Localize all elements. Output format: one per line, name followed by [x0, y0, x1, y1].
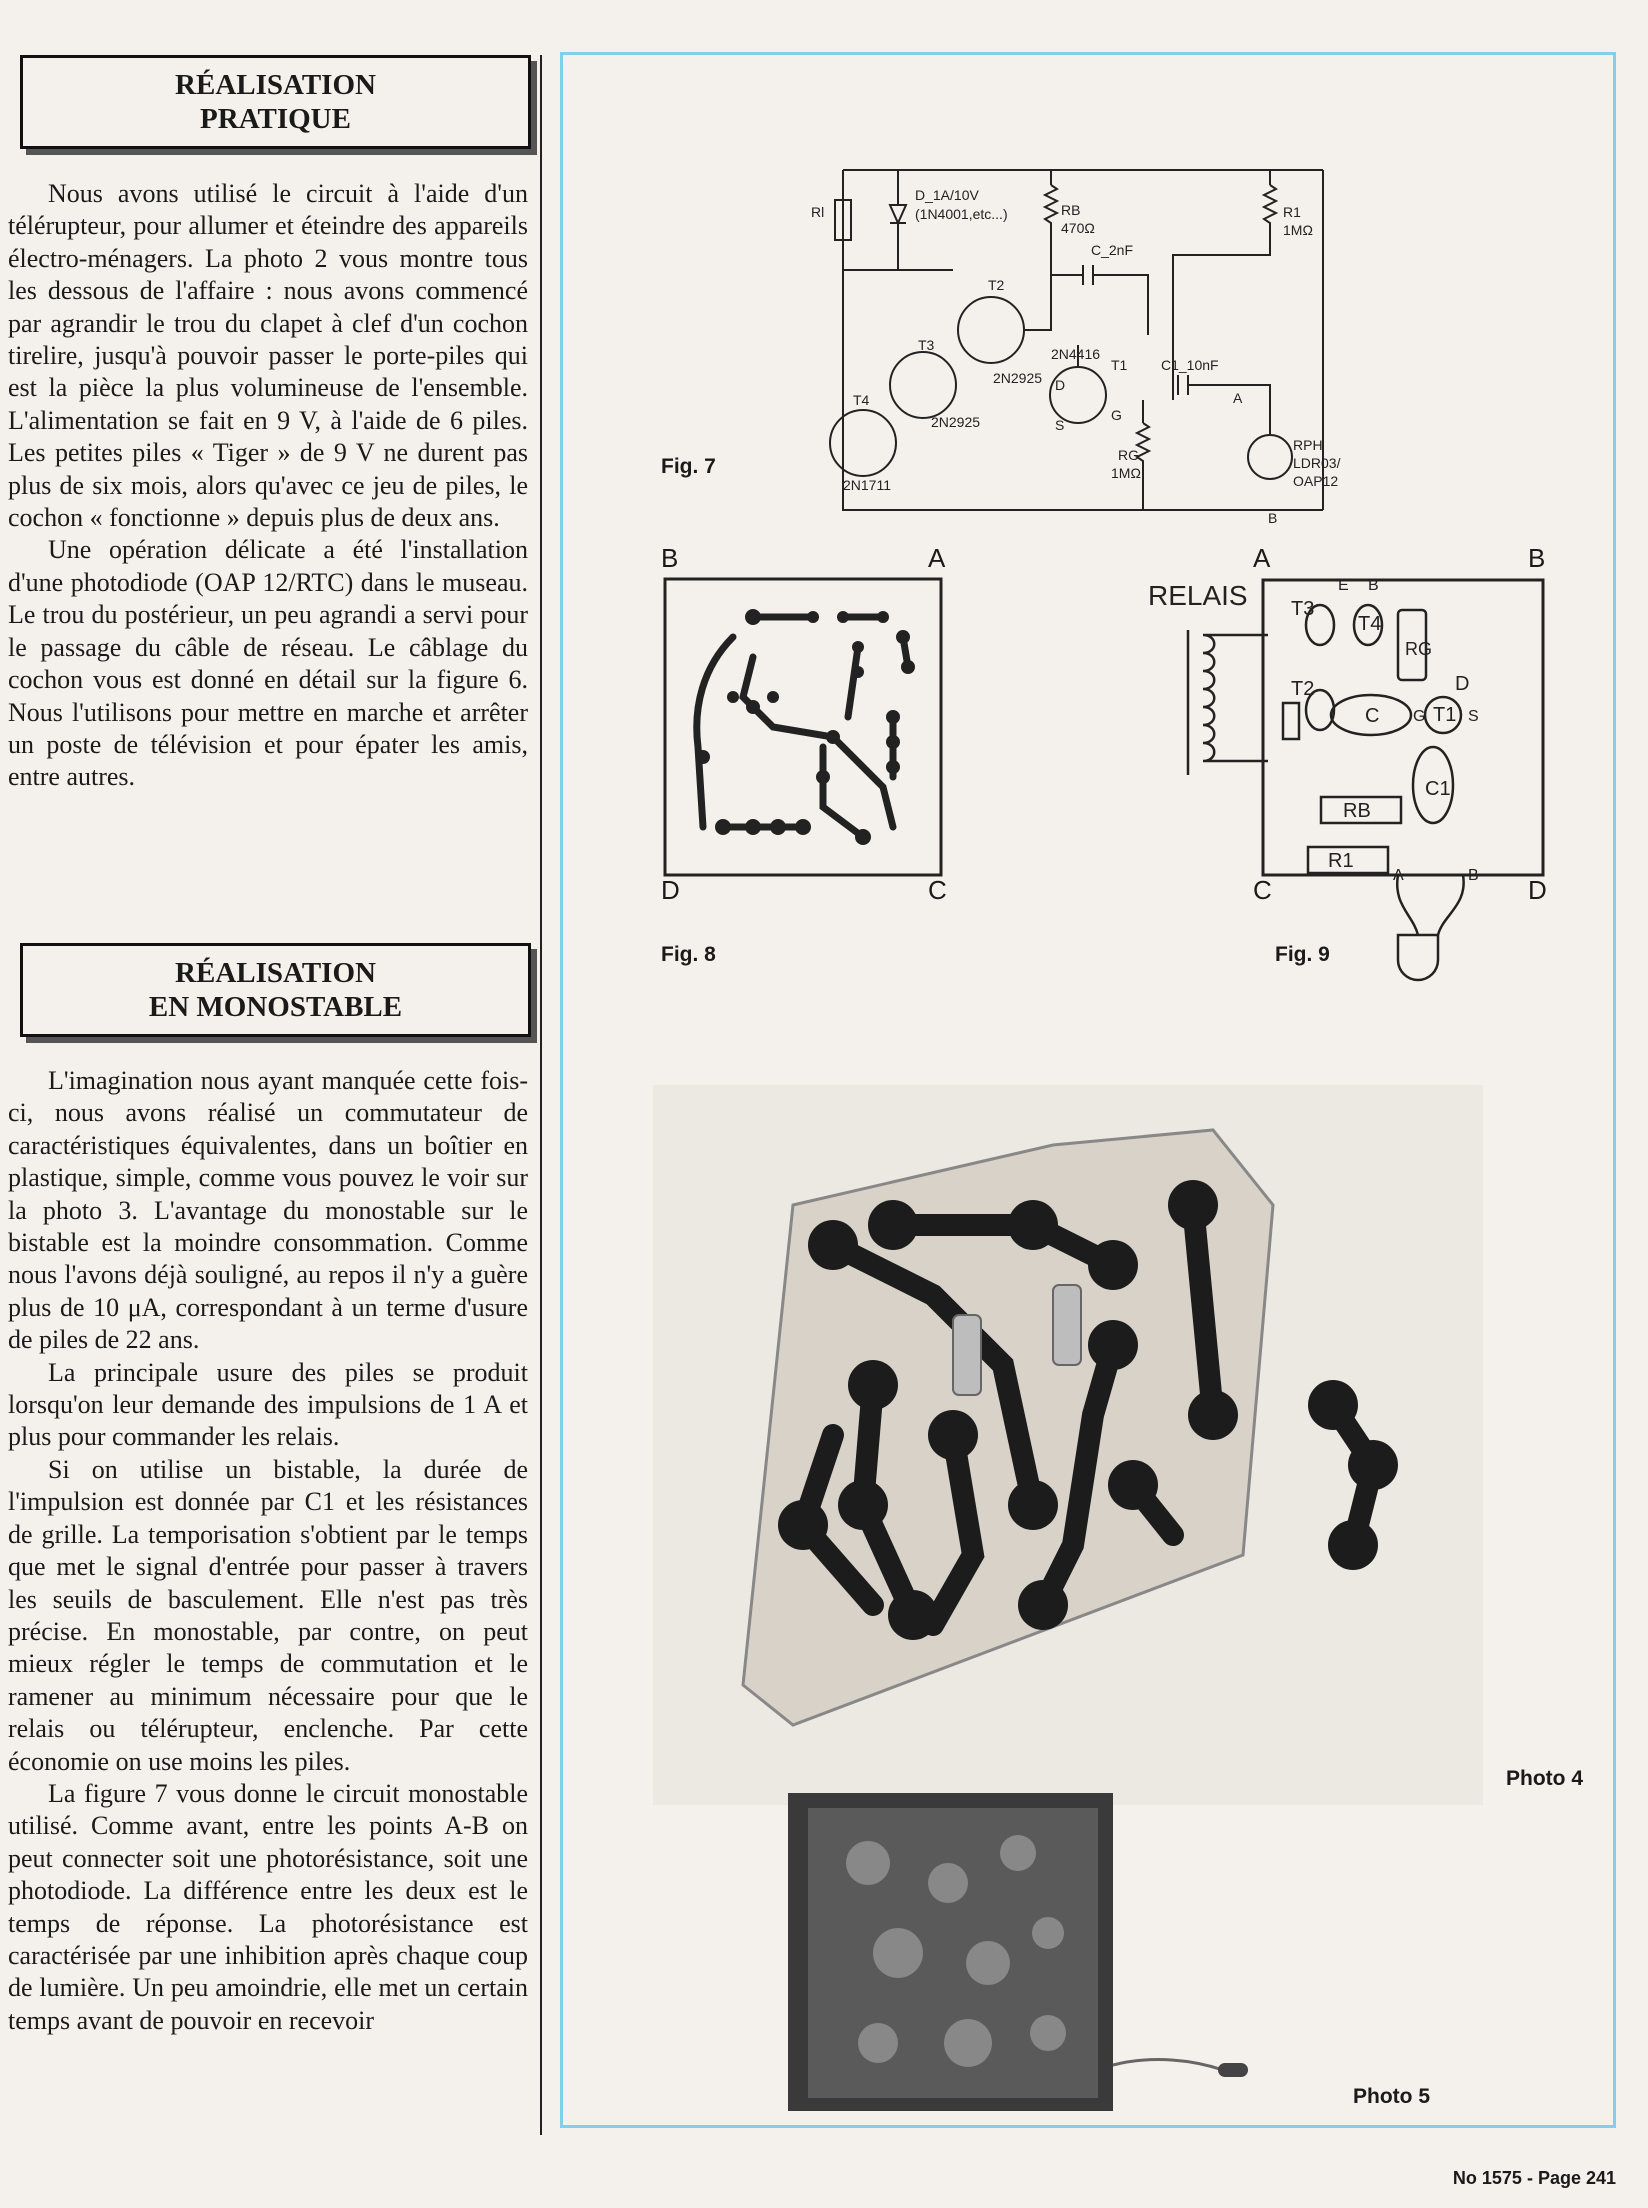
paragraph: Nous avons utilisé le circuit à l'aide d'un télérupteur, pour allumer et éteindre des appareils électro-ménagers. La photo 2 vous montre tous les dessous de l'affaire : nous avons commencé par agrandir le trou du clapet à clef d'un cochon tirelire, jusqu'à pouvoir passer le porte-piles qui est la pièce la plus volumineuse de l'ensemble. L'alimentation se fait en 9 V, à l'aide de 6 piles. Les petites piles « Tiger » de 9 V ne durent pas plus de six mois, alors qu'avec ce jeu de piles, le cochon « fonctionne » depuis plus de deux ans. [8, 179, 528, 533]
fig7-caption: Fig. 7 [661, 455, 716, 478]
fig7-label: Rl [811, 204, 825, 220]
paragraph: L'imagination nous ayant manquée cette fois-ci, nous avons réalisé un commutateur de caractéristiques équivalentes, dans un boîtier en plastique, simple, comme vous pouvez le voir sur la photo 3. L'avantage du monostable sur le bistable est la moindre consommation. Comme nous l'avons déjà souligné, au repos il n'y a guère plus de 10 μA, correspondant à un terme d'usure de piles de 22 ans. [8, 1066, 528, 1355]
paragraph: Une opération délicate a été l'installation d'une photodiode (OAP 12/RTC) dans le museau. Le trou du postérieur, un peu agrandi a servi pour le passage du câble de réseau. Le câblage du cochon vous est donné en détail sur la figure 6. Nous l'utilisons pour mettre en marche et arrêter un poste de télévision et pour épater les amis, entre autres. [8, 535, 528, 792]
fig7-label: T2 [988, 277, 1005, 293]
fig9-label: A [1393, 867, 1404, 884]
fig9-corner-c: C [1253, 875, 1272, 905]
fig9-label: RB [1343, 800, 1371, 822]
fig9-label: R1 [1328, 850, 1354, 872]
fig7-label: 2N2925 [931, 414, 981, 430]
fig8-corner-d: D [661, 875, 680, 905]
fig9-label: B [1468, 867, 1479, 884]
fig9-label: D [1455, 673, 1470, 695]
fig9-label: S [1468, 708, 1479, 725]
page-footer: No 1575 - Page 241 [1452, 2168, 1616, 2188]
fig9-label: RG [1405, 639, 1432, 659]
section-monostable-text [8, 1065, 528, 2037]
fig7-label: 1MΩ [1283, 222, 1313, 238]
fig9-label: C1 [1425, 778, 1451, 800]
fig9-caption: Fig. 9 [1275, 943, 1330, 966]
fig9-label: B [1368, 577, 1379, 594]
fig7-label: 1MΩ [1111, 465, 1141, 481]
fig7-label: LDR03/ [1293, 455, 1341, 471]
fig8-corner-c: C [928, 875, 947, 905]
heading-line: RÉALISATION [175, 957, 376, 989]
photo4-caption: Photo 4 [1506, 1767, 1583, 1790]
fig7-label: R1 [1283, 204, 1301, 220]
fig7-label: 2N2925 [993, 370, 1043, 386]
fig8-caption: Fig. 8 [661, 943, 716, 966]
figure-8-pcb-layout [663, 577, 943, 877]
fig9-corner-b: B [1528, 543, 1546, 573]
fig9-label: E [1338, 577, 1349, 594]
fig9-label: G [1413, 708, 1426, 725]
fig7-label: B [1268, 510, 1278, 526]
fig7-label: 2N4416 [1051, 346, 1101, 362]
photo5-caption: Photo 5 [1353, 2085, 1430, 2108]
fig8-corner-b: B [661, 543, 679, 573]
photo-5-assembled-board [788, 1793, 1113, 2111]
fig9-corner-a: A [1253, 543, 1271, 573]
heading-line: PRATIQUE [200, 103, 351, 135]
fig7-label: RG [1118, 447, 1139, 463]
fig9-label: T4 [1358, 613, 1382, 635]
figure-7-schematic [793, 105, 1353, 526]
fig7-label: D [1055, 377, 1066, 393]
fig7-label: G [1111, 407, 1122, 423]
paragraph: La figure 7 vous donne le circuit monostable utilisé. Comme avant, entre les points A-B on peut connecter soit une photorésistance, soit une photodiode. La différence entre les deux est le temps de réponse. La photorésistance est caractérisée par une inhibition après chaque coup de lumière. Un peu amoindrie, elle met un certain temps avant de pouvoir en recevoir [8, 1778, 528, 2035]
fig7-label: 2N1711 [843, 477, 892, 493]
paragraph: Si on utilise un bistable, la durée de l'impulsion est donnée par C1 et les résistances de grille. La temporisation s'obtient par le temps que met le signal d'entrée pour passer à travers les seuils de basculement. Elle n'est pas très précise. En monostable, par contre, on peut mieux régler le temps de commutation et le ramener au minimum nécessaire pour que le relais ou télérupteur, enclenche. Par cette économie on use moins les piles. [8, 1454, 528, 1776]
fig7-label: RB [1061, 202, 1081, 218]
fig7-label: 470Ω [1061, 220, 1095, 236]
fig9-label: C [1365, 705, 1380, 727]
fig8-corner-a: A [928, 543, 946, 573]
fig9-label: T2 [1291, 678, 1315, 700]
fig9-label-relais: RELAIS [1148, 580, 1248, 611]
column-divider [540, 55, 542, 2135]
photo-4-pcb-board [653, 1085, 1483, 1805]
figures-panel [560, 52, 1616, 2128]
fig7-label: C1_10nF [1161, 357, 1219, 373]
fig7-label: D_1A/10V [915, 187, 979, 203]
section-pratique-text [8, 178, 528, 794]
fig7-label: T4 [853, 392, 870, 408]
heading-realisation-monostable [20, 943, 531, 1037]
fig7-label: RPH [1293, 437, 1323, 453]
fig7-label: C_2nF [1091, 242, 1134, 258]
fig7-label: T1 [1111, 357, 1128, 373]
photo-5-lead-wire [1113, 2045, 1253, 2095]
fig7-label: A [1233, 390, 1243, 406]
left-column [0, 0, 540, 2208]
heading-realisation-pratique [20, 55, 531, 149]
heading-line: EN MONOSTABLE [148, 991, 403, 1023]
fig7-label: T3 [918, 337, 935, 353]
fig7-label: S [1055, 417, 1065, 433]
fig7-label: OAP12 [1293, 473, 1339, 489]
fig9-label: T1 [1433, 704, 1457, 726]
fig9-corner-d: D [1528, 875, 1547, 905]
fig9-label: T3 [1291, 598, 1315, 620]
fig7-label: (1N4001,etc...) [915, 206, 1008, 222]
figure-9-component-layout [1143, 575, 1563, 995]
heading-line: RÉALISATION [175, 69, 376, 101]
paragraph: La principale usure des piles se produit lorsqu'on leur demande des impulsions de 1 A et plus pour commander les relais. [8, 1357, 528, 1452]
